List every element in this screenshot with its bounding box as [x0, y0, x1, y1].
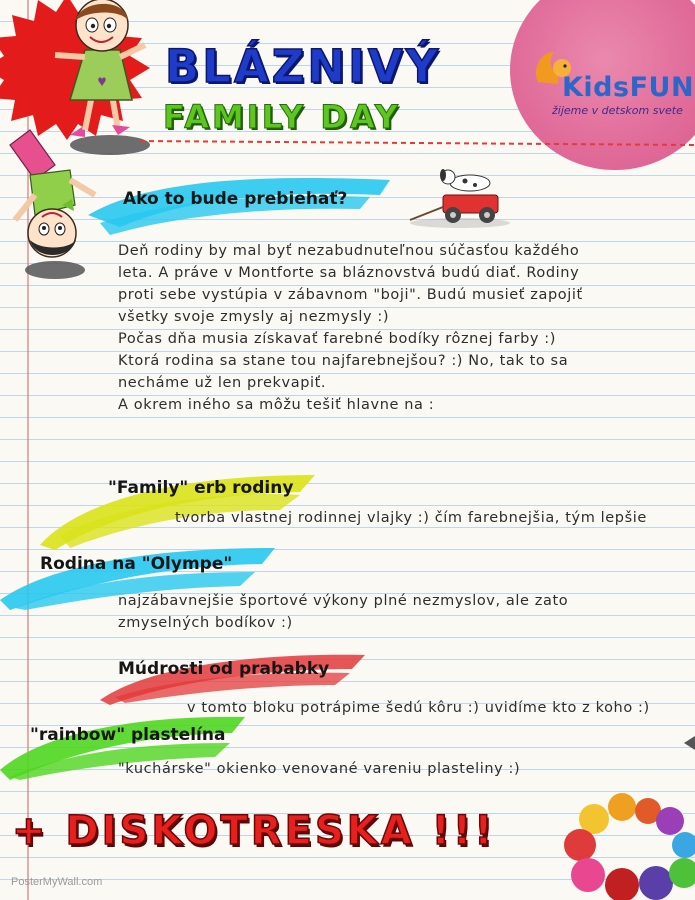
toy-cart-illustration — [405, 165, 515, 230]
intro-line: Počas dňa musia získavať farebné bodíky rôznej farby :) — [118, 331, 557, 347]
activity-description: "kuchárske" okienko venované vareniu plasteliny :) — [118, 761, 521, 777]
dotted-divider — [140, 135, 695, 155]
logo-tagline: žijeme v detskom svete — [552, 104, 683, 117]
activity-description-line: zmyselných bodíkov :) — [118, 615, 293, 631]
intro-heading: Ako to bude prebiehať? — [123, 189, 348, 209]
activity-description: tvorba vlastnej rodinnej vlajky :) čím farebnejšia, tým lepšie — [175, 510, 647, 526]
finale-banner: + DISKOTRESKA !!! — [12, 808, 496, 854]
intro-paragraph — [118, 240, 583, 416]
intro-line: Deň rodiny by mal byť nezabudnuteľnou súčasťou každého — [118, 243, 580, 259]
intro-line: leta. A práve v Montforte sa bláznovstvá budú diať. Rodiny — [118, 265, 580, 281]
intro-line: všetky svoje zmysly aj nezmysly :) — [118, 309, 390, 325]
activity-title: Múdrosti od prababky — [118, 659, 330, 679]
activity-title: "rainbow" plastelína — [30, 725, 226, 745]
logo-brand-text: KidsFUN — [562, 72, 695, 103]
page-subtitle: FAMILY DAY — [163, 98, 401, 136]
activity-title: "Family" erb rodiny — [108, 478, 294, 498]
activity-description: v tomto bloku potrápime šedú kôru :) uvidíme kto z koho :) — [187, 700, 650, 716]
arrow-icon — [682, 733, 695, 753]
watermark: PosterMyWall.com — [11, 876, 103, 888]
intro-line: proti sebe vystúpia v zábavnom "boji". Budú musieť zapojiť — [118, 287, 583, 303]
intro-line: necháme už len prekvapiť. — [118, 375, 327, 391]
activity-description — [118, 590, 568, 634]
activity-title: Rodina na "Olympe" — [40, 554, 233, 574]
intro-line: A okrem iného sa môžu tešiť hlavne na : — [118, 397, 435, 413]
play-dough-illustration — [560, 785, 695, 900]
intro-line: Ktorá rodina sa stane tou najfarebnejšou? :) No, tak to sa — [118, 353, 569, 369]
activity-description-line: najzábavnejšie športové výkony plné nezmyslov, ale zato — [118, 593, 569, 609]
page-title: BLÁZNIVÝ — [165, 40, 442, 93]
